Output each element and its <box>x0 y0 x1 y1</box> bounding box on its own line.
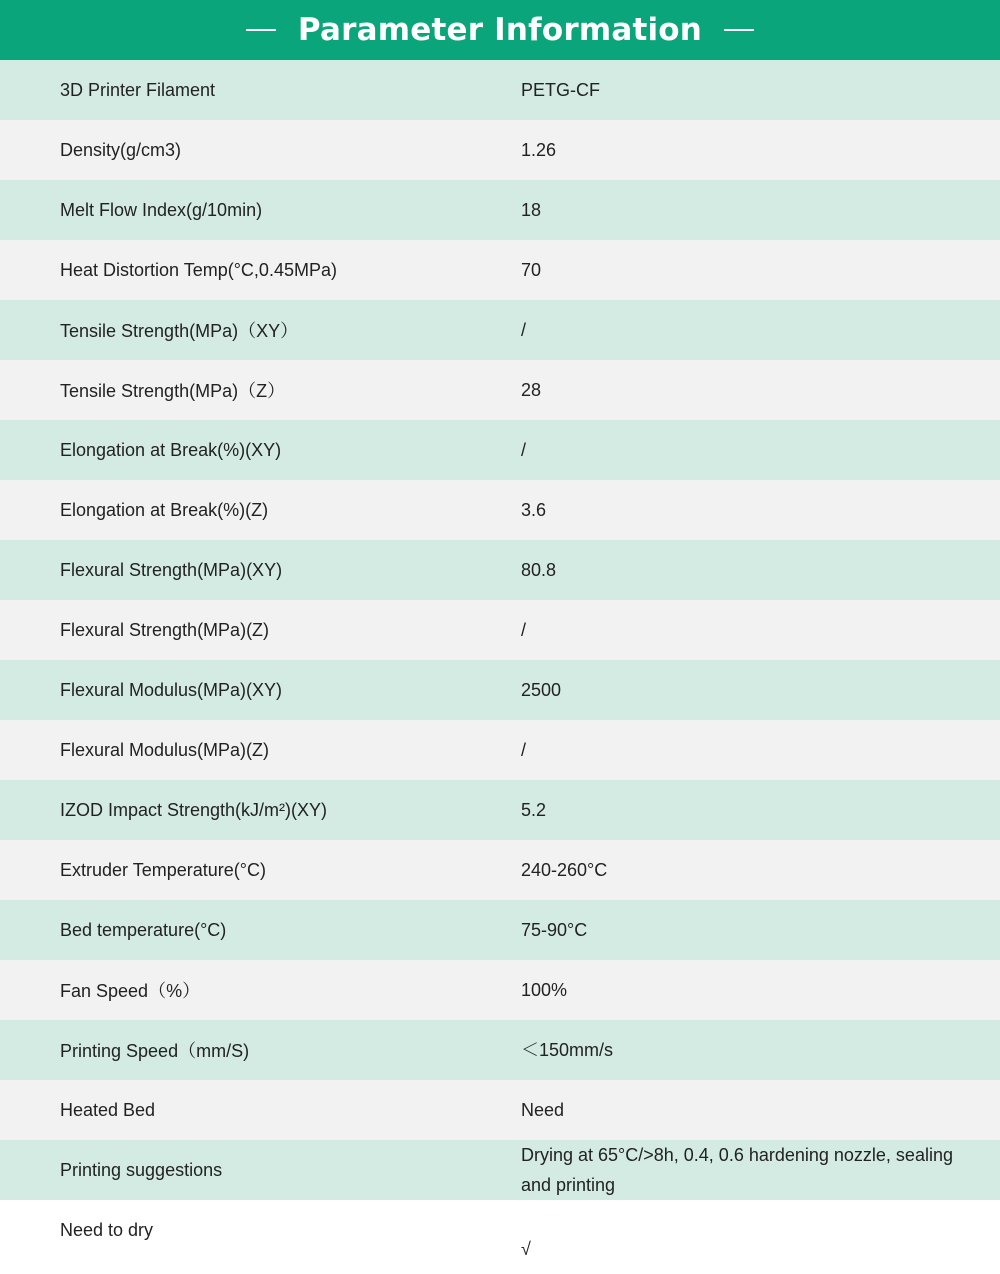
row-value: / <box>521 440 527 460</box>
table-row <box>0 360 1000 420</box>
parameter-table <box>0 60 1000 1274</box>
header-left-dash <box>246 29 276 31</box>
row-label: Printing Speed（mm/S) <box>60 1041 250 1061</box>
row-label: Flexural Modulus(MPa)(XY) <box>60 679 283 700</box>
row-label: Fan Speed（%） <box>60 981 201 1001</box>
row-value: 75-90°C <box>521 920 588 940</box>
table-row <box>0 720 1000 780</box>
row-label: Density(g/cm3) <box>60 139 182 160</box>
table-row <box>0 1020 1000 1080</box>
row-value: Need <box>521 1100 565 1120</box>
row-value: 70 <box>521 260 542 280</box>
row-value: / <box>521 320 527 340</box>
row-value: ＜150mm/s <box>521 1040 614 1060</box>
row-label: Tensile Strength(MPa)（XY） <box>60 321 299 341</box>
row-value: 240-260°C <box>521 860 608 880</box>
row-label: Heated Bed <box>60 1099 156 1120</box>
row-value: 3.6 <box>521 500 547 520</box>
row-label: Extruder Temperature(°C) <box>60 859 266 880</box>
table-row <box>0 600 1000 660</box>
table-row <box>0 120 1000 180</box>
table-row <box>0 420 1000 480</box>
row-label: Flexural Modulus(MPa)(Z) <box>60 739 270 760</box>
row-label: Flexural Strength(MPa)(Z) <box>60 619 270 640</box>
row-label: Melt Flow Index(g/10min) <box>60 199 263 220</box>
row-label: IZOD Impact Strength(kJ/m²)(XY) <box>60 799 328 820</box>
row-label: Heat Distortion Temp(°C,0.45MPa) <box>60 259 337 280</box>
row-value: 80.8 <box>521 560 557 580</box>
row-value: √ <box>521 1239 531 1259</box>
table-row <box>0 1080 1000 1140</box>
table-row <box>0 1140 1000 1200</box>
row-value: 18 <box>521 200 542 220</box>
table-row <box>0 540 1000 600</box>
row-value: 5.2 <box>521 800 547 820</box>
row-label: Need to dry <box>60 1220 154 1240</box>
row-label: Tensile Strength(MPa)（Z） <box>60 381 286 401</box>
row-label: Flexural Strength(MPa)(XY) <box>60 559 283 580</box>
table-row <box>0 960 1000 1020</box>
row-value: 28 <box>521 380 542 400</box>
row-value: Drying at 65°C/>8h, 0.4, 0.6 hardening nozzle, sealing and printing <box>521 1145 953 1195</box>
row-label: Elongation at Break(%)(XY) <box>60 439 282 460</box>
table-row <box>0 480 1000 540</box>
row-value: / <box>521 620 527 640</box>
page-title: Parameter Information <box>297 12 703 48</box>
table-row <box>0 900 1000 960</box>
row-label: 3D Printer Filament <box>60 79 216 100</box>
table-row <box>0 180 1000 240</box>
table-row <box>0 240 1000 300</box>
row-value: 2500 <box>521 680 562 700</box>
row-label: Printing suggestions <box>60 1159 223 1180</box>
row-value: / <box>521 740 527 760</box>
table-row <box>0 840 1000 900</box>
table-row <box>0 780 1000 840</box>
table-row <box>0 300 1000 360</box>
table-row <box>0 60 1000 120</box>
row-value: 100% <box>521 980 568 1000</box>
table-row <box>0 1200 1000 1274</box>
row-label: Bed temperature(°C) <box>60 919 227 940</box>
header-right-dash <box>724 29 754 31</box>
row-value: PETG-CF <box>521 80 600 100</box>
row-label: Elongation at Break(%)(Z) <box>60 499 269 520</box>
row-value: 1.26 <box>521 140 557 160</box>
table-row <box>0 660 1000 720</box>
page-header <box>0 0 1000 60</box>
